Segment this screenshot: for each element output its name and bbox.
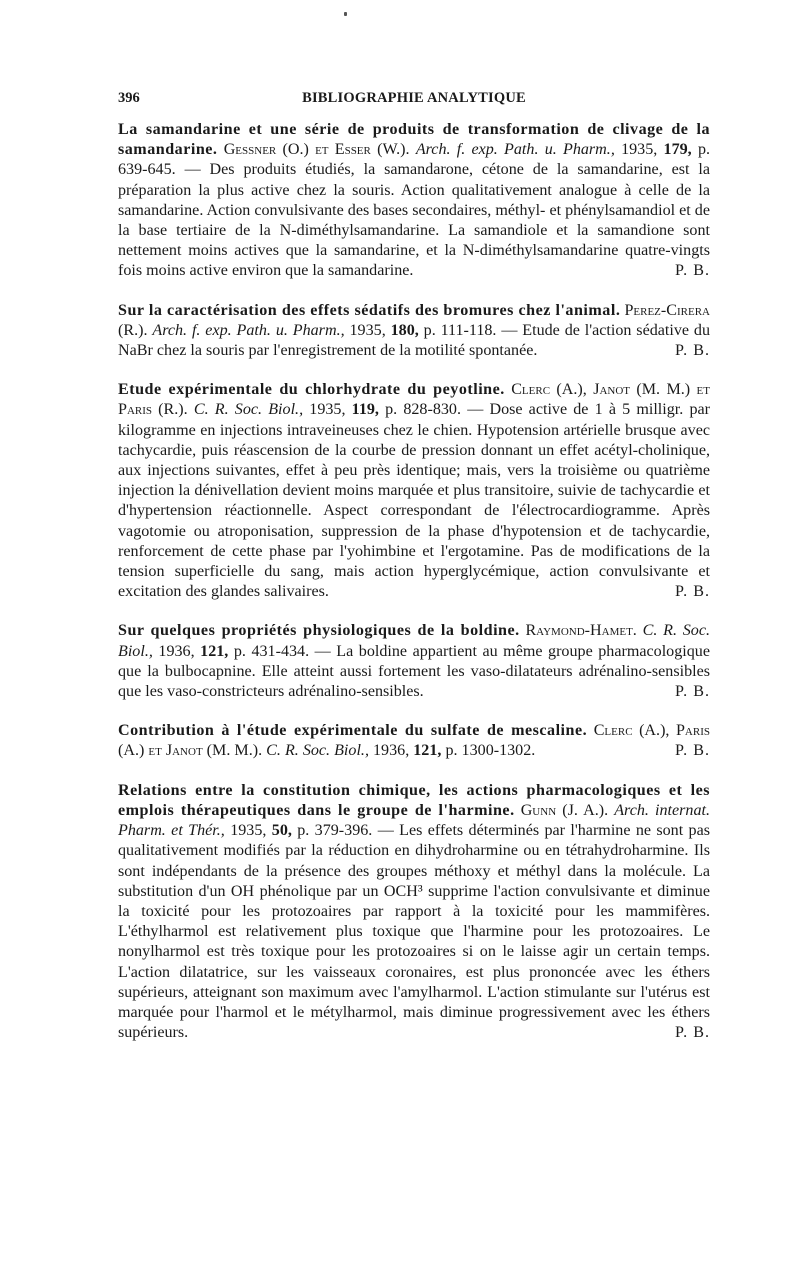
entry-abstract: — Des produits étudiés, la samandarone, cétone de la samandarine, est la préparation la plus active chez la souris. Action qualitativement analogue à celle de la samandarine. Action convulsivante des bases secondaires, méthyl- et phénylsamandiol et de la base tertiaire de la N-diméthylsamandarine. La samandiole et la samandione sont nettement moins actives que la samandarine, et la N-diméthylsamandarine quatre-vingts fois moins active environ que la samandarine. bbox=[118, 161, 710, 280]
entry-year: 1936, bbox=[373, 742, 410, 760]
entry-year: 1935, bbox=[621, 141, 658, 159]
entry-volume: 121, bbox=[200, 642, 229, 660]
entry-journal: Arch. internat. Pharm. et Thér., bbox=[118, 801, 710, 840]
entry-volume: 179, bbox=[663, 141, 692, 159]
entry-pages: p. 379-396. bbox=[297, 822, 373, 840]
entry-volume: 50, bbox=[271, 822, 292, 840]
bibliography-entry bbox=[118, 120, 710, 282]
entry-pages: p. 111-118. bbox=[423, 321, 497, 339]
entry-year: 1935, bbox=[349, 321, 386, 339]
entry-volume: 180, bbox=[390, 321, 419, 339]
entry-abstract: — Les effets déterminés par l'harmine ne sont pas qualitativement modifiés par la réduction en dihydroharmine ou en tétrahydroharmine. Ils sont indépendants de la présence des groupes méthoxy et méthyl dans la molécule. La substitution d'un OH phénolique par un OCH³ supprime l'action convulsivante et diminue la toxicité pour les protozoaires par rapport à la toxicité pour les mammifères. L'éthylharmol est relativement plus toxique que l'harmine pour les protozoaires. Le nonylharmol est très toxique pour les protozoaires si on le laisse agir un certain temps. L'action dilatatrice, sur les vaisseaux coronaires, est plus prononcée avec les éthers supérieurs, atteignant son maximum avec l'amylharmol. L'action stimulante sur l'utérus est marquée pour l'harmol et le métylharmol, mais diminue progressivement avec les éthers supérieurs. bbox=[118, 822, 711, 1042]
entry-pages: p. 431-434. bbox=[233, 642, 310, 660]
bibliography-entry bbox=[118, 621, 710, 702]
entry-year: 1936, bbox=[158, 642, 195, 660]
bibliography-entry bbox=[118, 721, 710, 761]
bibliography-entry bbox=[118, 380, 710, 602]
entry-signature: P. B. bbox=[675, 742, 710, 760]
running-head bbox=[118, 90, 710, 110]
bibliography-entry bbox=[118, 301, 710, 362]
entry-abstract: — Dose active de 1 à 5 milligr. par kilogramme en injections intraveineuses chez le chien. Hypotension artérielle brusque avec tachycardie, puis réascension de la courbe de pression donnant un effet acétyl-cholinique, aux injections suivantes, effet à peu près identique; mais, vers la troisième ou quatrième injection la dénivellation devient moins marquée et plus transitoire, suivie de tachycardie et d'hypertension réactionnelle. Aspect correspondant de l'électrocardiogramme. Après vagotomie ou atroponisation, suppression de la phase d'hypotension et de tachycardie, renforcement de cette phase par l'yohimbine et l'ergotamine. Pas de modifications de la tension superficielle du sang, mais action hyperglycémique, action convulsivante et excitation des glandes salivaires. bbox=[118, 401, 711, 601]
entry-volume: 121, bbox=[413, 742, 442, 760]
entry-authors: Gessner (O.) et Esser (W.). bbox=[223, 141, 410, 159]
entry-abstract: — Etude de l'action sédative du NaBr chez la souris par l'enregistrement de la motilité spontanée. bbox=[118, 321, 710, 360]
entry-journal: Arch. f. exp. Path. u. Pharm., bbox=[415, 141, 615, 159]
entry-title: Etude expérimentale du chlorhydrate du peyotline. bbox=[118, 381, 505, 399]
entry-journal: Arch. f. exp. Path. u. Pharm., bbox=[152, 321, 345, 339]
entry-signature: P. B. bbox=[675, 683, 710, 701]
entry-signature: P. B. bbox=[675, 583, 710, 601]
entry-pages: p. 639-645. bbox=[118, 141, 711, 179]
entry-year: 1935, bbox=[309, 401, 346, 419]
entry-journal: C. R. Soc. Biol., bbox=[193, 401, 304, 419]
entry-title: Sur quelques propriétés physiologiques de la boldine. bbox=[118, 622, 520, 640]
entry-pages: p. 828-830. bbox=[385, 401, 462, 419]
entry-authors: Raymond-Hamet. bbox=[525, 622, 637, 640]
entry-year: 1935, bbox=[230, 822, 267, 840]
printing-speck bbox=[344, 12, 347, 16]
running-title: BIBLIOGRAPHIE ANALYTIQUE bbox=[302, 90, 526, 106]
entry-authors: Gunn (J. A.). bbox=[520, 801, 609, 819]
bibliography-entry bbox=[118, 781, 710, 1044]
entry-volume: 119, bbox=[351, 401, 379, 419]
entry-title: La samandarine et une série de produits de transformation de clivage de la samandarine. bbox=[118, 121, 710, 159]
bibliography-entries bbox=[118, 120, 710, 1062]
entry-pages: p. 1300-1302. bbox=[445, 742, 536, 760]
entry-title: Contribution à l'étude expérimentale du sulfate de mescaline. bbox=[118, 722, 588, 740]
entry-authors: Perez-Cirera (R.). bbox=[118, 301, 710, 339]
entry-authors: Clerc (A.), Janot (M. M.) et Paris (R.). bbox=[118, 381, 710, 419]
entry-signature: P. B. bbox=[675, 1024, 710, 1042]
entry-title: Sur la caractérisation des effets sédatifs des bromures chez l'animal. bbox=[118, 301, 621, 319]
entry-title: Relations entre la constitution chimique, les actions pharmacologiques et les emplois thérapeutiques dans le groupe de l'harmine. bbox=[118, 781, 710, 819]
entry-abstract: — La boldine appartient au même groupe pharmacologique que la bulbocapnine. Elle atteint aussi fortement les vaso-dilatateurs adrénalino-sensibles que les vaso-constricteurs adrénalino-sensibles. bbox=[118, 642, 710, 701]
entry-signature: P. B. bbox=[675, 342, 710, 360]
entry-journal: C. R. Soc. Biol., bbox=[266, 742, 369, 760]
entry-signature: P. B. bbox=[675, 262, 710, 280]
entry-journal: C. R. Soc. Biol., bbox=[118, 622, 711, 660]
page-number: 396 bbox=[118, 90, 140, 106]
entry-authors: Clerc (A.), Paris (A.) et Janot (M. M.). bbox=[118, 722, 710, 760]
